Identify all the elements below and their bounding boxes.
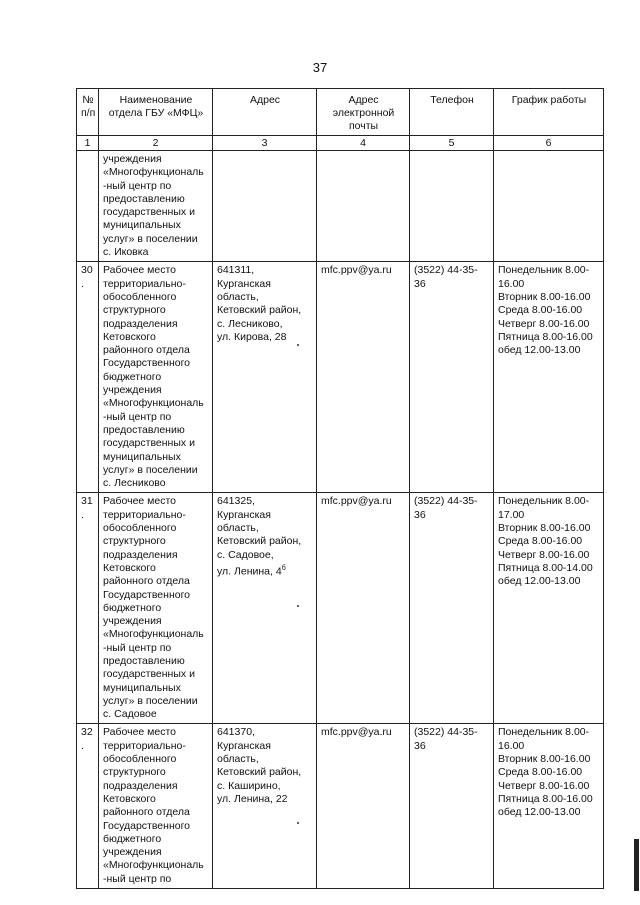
cell-text-line: Четверг 8.00-16.00	[498, 779, 590, 792]
cell-text-line: Пятница 8.00-16.00	[498, 330, 593, 343]
cell-text-line: -ный центр по	[103, 410, 172, 423]
header-schedule-line-1: График работы	[511, 94, 587, 106]
header-phone-line-1: Телефон	[430, 94, 474, 106]
table-row	[77, 262, 604, 493]
cell-text-line: 36	[414, 277, 426, 290]
cell-text-line: Среда 8.00-16.00	[498, 535, 583, 548]
address-cell	[213, 493, 317, 724]
scan-speck	[297, 822, 299, 824]
header-num-line-2: п/п	[81, 107, 96, 119]
cell-text-line: Курганская	[217, 277, 271, 290]
cell-text-line: Кетовский район,	[217, 535, 302, 548]
cell-text-line: 36	[414, 508, 426, 521]
cell-text-line: государственных и	[103, 206, 195, 219]
table-row	[77, 493, 604, 724]
header-name-line-1: Наименование	[119, 94, 193, 106]
schedule-cell	[494, 262, 604, 493]
cell-text-line: бюджетного	[103, 601, 162, 614]
cell-text-line: 641370,	[217, 726, 255, 739]
cell-text-line: 16.00	[498, 739, 525, 752]
cell-text-line: обед 12.00-13.00	[498, 344, 581, 357]
cell-text-line: обед 12.00-13.00	[498, 575, 581, 588]
cell-text-line: область,	[217, 753, 259, 766]
email-cell: mfc.ppv@ya.ru	[317, 724, 410, 889]
header-cell-address	[213, 89, 317, 136]
cell-text-line: -ный центр по	[103, 872, 172, 885]
header-cell-phone	[410, 89, 494, 136]
header-email-line-1: Адрес	[348, 94, 379, 106]
header-address-line-1: Адрес	[249, 94, 281, 106]
cell-text-line: районного отдела	[103, 575, 190, 588]
cell-text-line: Вторник 8.00-16.00	[498, 753, 591, 766]
cell-text-line: «Многофункциональ	[103, 859, 204, 872]
scan-edge-mark	[634, 839, 639, 891]
cell-text-line: услуг» в поселении	[103, 694, 198, 707]
header-name-line-2: отдела ГБУ «МФЦ»	[108, 107, 204, 119]
phone-cell	[410, 493, 494, 724]
cell-text-line: услуг» в поселении	[103, 232, 198, 245]
cell-text-line: обособленного	[103, 522, 177, 535]
cell-text-line: учреждения	[103, 846, 162, 859]
cell-text-line: с. Иковка	[103, 246, 149, 259]
cell-text-line: подразделения	[103, 317, 178, 330]
cell-text-line: учреждения	[103, 615, 162, 628]
email-cell	[317, 151, 410, 262]
row-number-cell: 31.	[77, 493, 99, 724]
cell-text-line: Рабочее место	[103, 264, 177, 277]
office-name-cell	[99, 151, 213, 262]
table-row	[77, 724, 604, 889]
schedule-cell	[494, 493, 604, 724]
header-row	[77, 89, 604, 136]
cell-text-line: Понедельник 8.00-	[498, 726, 590, 739]
office-name-cell	[99, 262, 213, 493]
cell-text-line: учреждения	[103, 384, 162, 397]
cell-text-line: 641311,	[217, 264, 255, 277]
cell-text-line: ул. Ленина, 22	[217, 792, 288, 805]
cell-text-line: Вторник 8.00-16.00	[498, 522, 591, 535]
cell-text-line: (3522) 44-35-	[414, 495, 478, 508]
scan-speck	[297, 605, 299, 607]
address-cell	[213, 724, 317, 889]
cell-text-line: обособленного	[103, 290, 177, 303]
row-number-cell	[77, 151, 99, 262]
cell-text-line: Курганская	[217, 508, 271, 521]
office-name-cell	[99, 724, 213, 889]
row-number-cell: 30.	[77, 262, 99, 493]
cell-text-line: муниципальных	[103, 219, 181, 232]
cell-text-line: 16.00	[498, 277, 525, 290]
cell-text-line: с. Лесниково,	[217, 317, 283, 330]
email-cell: mfc.ppv@ya.ru	[317, 493, 410, 724]
header-cell-email	[317, 89, 410, 136]
row-number-cell: 32.	[77, 724, 99, 889]
phone-cell	[410, 724, 494, 889]
cell-text-line: услуг» в поселении	[103, 463, 198, 476]
cell-text-line: область,	[217, 522, 259, 535]
cell-text-line: Среда 8.00-16.00	[498, 766, 583, 779]
cell-text-line: Рабочее место	[103, 726, 177, 739]
cell-text-line: «Многофункциональ	[103, 628, 204, 641]
cell-text-line: область,	[217, 290, 259, 303]
column-number-cell: 4	[317, 136, 410, 151]
cell-text-line: Курганская	[217, 739, 271, 752]
mfc-offices-table	[76, 88, 604, 889]
cell-text-line: с. Садовое,	[217, 548, 274, 561]
cell-text-line: бюджетного	[103, 370, 162, 383]
table-row	[77, 151, 604, 262]
cell-text-line: структурного	[103, 766, 166, 779]
column-number-cell: 6	[494, 136, 604, 151]
header-cell-name	[99, 89, 213, 136]
cell-text-line: с. Садовое	[103, 708, 157, 721]
cell-text-line: структурного	[103, 535, 166, 548]
cell-text-line: районного отдела	[103, 344, 190, 357]
cell-text-line: учреждения	[103, 153, 162, 165]
header-cell-schedule	[494, 89, 604, 136]
cell-text-line: структурного	[103, 304, 166, 317]
cell-text-line: районного отдела	[103, 806, 190, 819]
header-num-line-1: №	[82, 94, 94, 106]
cell-text-line: Кетовского	[103, 561, 156, 574]
cell-text-line: 641325,	[217, 495, 255, 508]
cell-text-line: «Многофункциональ	[103, 166, 204, 179]
cell-text-line: 17.00	[498, 508, 525, 521]
cell-text-line: Пятница 8.00-16.00	[498, 792, 593, 805]
cell-text-line: Пятница 8.00-14.00	[498, 561, 593, 574]
cell-text-line: -ный центр по	[103, 179, 172, 192]
cell-text-line: подразделения	[103, 548, 178, 561]
cell-text-line: подразделения	[103, 779, 178, 792]
cell-text-line: ул. Кирова, 28	[217, 330, 287, 343]
office-name-cell	[99, 493, 213, 724]
header-email-line-3: почты	[348, 120, 379, 132]
column-number-cell: 5	[410, 136, 494, 151]
cell-text-line: Кетовского	[103, 792, 156, 805]
email-cell: mfc.ppv@ya.ru	[317, 262, 410, 493]
cell-text-line: Понедельник 8.00-	[498, 264, 590, 277]
cell-text-line: Кетовского	[103, 330, 156, 343]
cell-text-line: предоставлению	[103, 192, 185, 205]
cell-text-line: государственных и	[103, 668, 195, 681]
cell-text-line: территориально-	[103, 508, 186, 521]
cell-text-line: Государственного	[103, 588, 191, 601]
cell-text-line: Вторник 8.00-16.00	[498, 290, 591, 303]
cell-text-line: Рабочее место	[103, 495, 177, 508]
column-number-cell: 2	[99, 136, 213, 151]
header-email-line-2: электронной	[332, 107, 395, 119]
cell-text-line: муниципальных	[103, 450, 181, 463]
cell-text-line: территориально-	[103, 277, 186, 290]
address-cell	[213, 262, 317, 493]
column-number-row	[77, 136, 604, 151]
cell-text-line: Государственного	[103, 819, 191, 832]
cell-text-line: «Многофункциональ	[103, 397, 204, 410]
cell-text-line: Четверг 8.00-16.00	[498, 548, 590, 561]
column-number-cell: 1	[77, 136, 99, 151]
cell-text-line: 36	[414, 739, 426, 752]
cell-text-line: бюджетного	[103, 832, 162, 845]
cell-text-line: обособленного	[103, 753, 177, 766]
cell-text-line: обед 12.00-13.00	[498, 806, 581, 819]
phone-cell	[410, 151, 494, 262]
scan-speck	[297, 344, 299, 346]
cell-text-line: предоставлению	[103, 654, 185, 667]
cell-text-line: Кетовский район,	[217, 304, 302, 317]
cell-text-line: ул. Ленина, $4^б$	[217, 564, 286, 578]
cell-text-line: территориально-	[103, 739, 186, 752]
cell-text-line: с. Лесниково	[103, 477, 166, 490]
header-cell-num	[77, 89, 99, 136]
cell-text-line: Кетовский район,	[217, 766, 302, 779]
cell-text-line: Четверг 8.00-16.00	[498, 317, 590, 330]
schedule-cell	[494, 151, 604, 262]
phone-cell	[410, 262, 494, 493]
cell-text-line: (3522) 44-35-	[414, 726, 478, 739]
cell-text-line: (3522) 44-35-	[414, 264, 478, 277]
address-cell	[213, 151, 317, 262]
cell-text-line: Понедельник 8.00-	[498, 495, 590, 508]
page-number: 37	[312, 60, 328, 75]
cell-text-line: -ный центр по	[103, 641, 172, 654]
column-number-cell: 3	[213, 136, 317, 151]
cell-text-line: муниципальных	[103, 681, 181, 694]
schedule-cell	[494, 724, 604, 889]
cell-text-line: государственных и	[103, 437, 195, 450]
cell-text-line: Среда 8.00-16.00	[498, 304, 583, 317]
cell-text-line: с. Каширино,	[217, 779, 281, 792]
cell-text-line: Государственного	[103, 357, 191, 370]
cell-text-line: предоставлению	[103, 423, 185, 436]
